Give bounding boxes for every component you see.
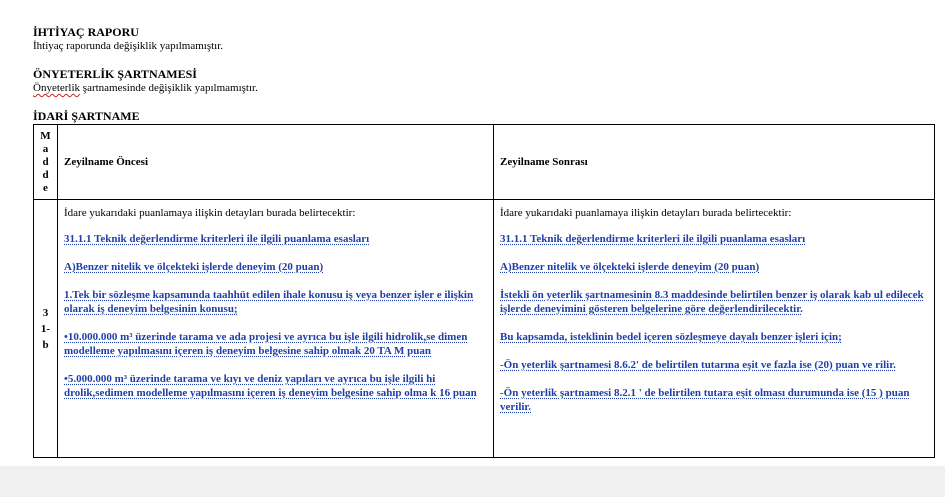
after-item-scope: Bu kapsamda, isteklinin bedel içeren sözleşmeye dayalı benzer işleri için; — [500, 331, 842, 343]
before-item-20-points: •10.000.000 m³ üzerinde tarama ve ada projesi ve ayrıca bu işle ilgili hidrolik,se dimen modelleme yapılmasını içeren iş deneyim belgesine sahip olmak 20 TA M puan — [64, 331, 468, 357]
madde-letter: a — [42, 142, 49, 155]
before-cell — [58, 200, 494, 458]
after-item-evaluation: İstekli ön yeterlik şartnamesinin 8.3 maddesinde belirtilen benzer iş olarak kab ul edilecek işlerde deneyimini gösteren belgelerine göre değerlendirilecektir. — [500, 289, 924, 315]
before-item-contract: 1.Tek bir sözleşme kapsamında taahhüt edilen ihale konusu iş veya benzer işler e ilişkin olarak iş deneyim belgesinin konusu; — [64, 289, 474, 315]
before-intro: İdare yukarıdaki puanlamaya ilişkin detayları burada belirtecektir: — [64, 207, 356, 219]
after-item-20-points: -Ön yeterlik şartnamesi 8.6.2' de belirtilen tutarına eşit ve fazla ise (20) puan ve rilir. — [500, 359, 896, 371]
table-row — [34, 200, 935, 458]
col-after-header: Zeyilname Sonrası — [494, 125, 935, 200]
onyeterlik-text — [33, 82, 258, 95]
after-item-15-points: -Ön yeterlik şartnamesi 8.2.1 ' de belirtilen tutara eşit olması durumunda ise (15 ) puan verilir. — [500, 387, 910, 413]
madde-number-line: 1- — [40, 322, 51, 335]
madde-letter: d — [42, 168, 49, 181]
spellcheck-word: Önyeterlik — [33, 82, 81, 94]
idari-sartname-title: İDARİ ŞARTNAME — [33, 109, 140, 123]
onyeterlik-text-rest: şartnamesinde değişiklik yapılmamıştır. — [80, 82, 258, 94]
madde-number-line: b — [42, 338, 49, 351]
madde-header — [34, 125, 58, 200]
madde-letter: d — [42, 155, 49, 168]
madde-number-line: 3 — [42, 306, 49, 319]
ihtiyac-raporu-title: İHTİYAÇ RAPORU — [33, 25, 139, 39]
ihtiyac-raporu-text: İhtiyaç raporunda değişiklik yapılmamıştır. — [33, 40, 224, 52]
onyeterlik-title: ÖNYETERLİK ŞARTNAMESİ — [33, 67, 197, 81]
madde-letter: e — [43, 181, 48, 194]
table-header-row — [34, 125, 935, 200]
page-background-footer — [0, 466, 945, 497]
after-item-heading: 31.1.1 Teknik değerlendirme kriterleri ile ilgili puanlama esasları — [500, 233, 806, 245]
col-before-header: Zeyilname Öncesi — [58, 125, 494, 200]
before-item-heading: 31.1.1 Teknik değerlendirme kriterleri ile ilgili puanlama esasları — [64, 233, 370, 245]
after-item-criteria: A)Benzer nitelik ve ölçekteki işlerde deneyim (20 puan) — [500, 261, 760, 273]
zeyilname-table — [33, 124, 935, 458]
madde-number — [34, 200, 58, 458]
before-item-16-points: •5.000.000 m³ üzerinde tarama ve kıyı ve deniz yapıları ve ayrıca bu işle ilgili hi drolik,sedimen modelleme yapılmasını içeren iş deneyim belgesine sahip olma k 16 puan — [64, 373, 477, 399]
madde-letter: M — [40, 129, 51, 142]
before-item-criteria: A)Benzer nitelik ve ölçekteki işlerde deneyim (20 puan) — [64, 261, 324, 273]
after-cell — [494, 200, 935, 458]
after-intro: İdare yukarıdaki puanlamaya ilişkin detayları burada belirtecektir: — [500, 207, 792, 219]
